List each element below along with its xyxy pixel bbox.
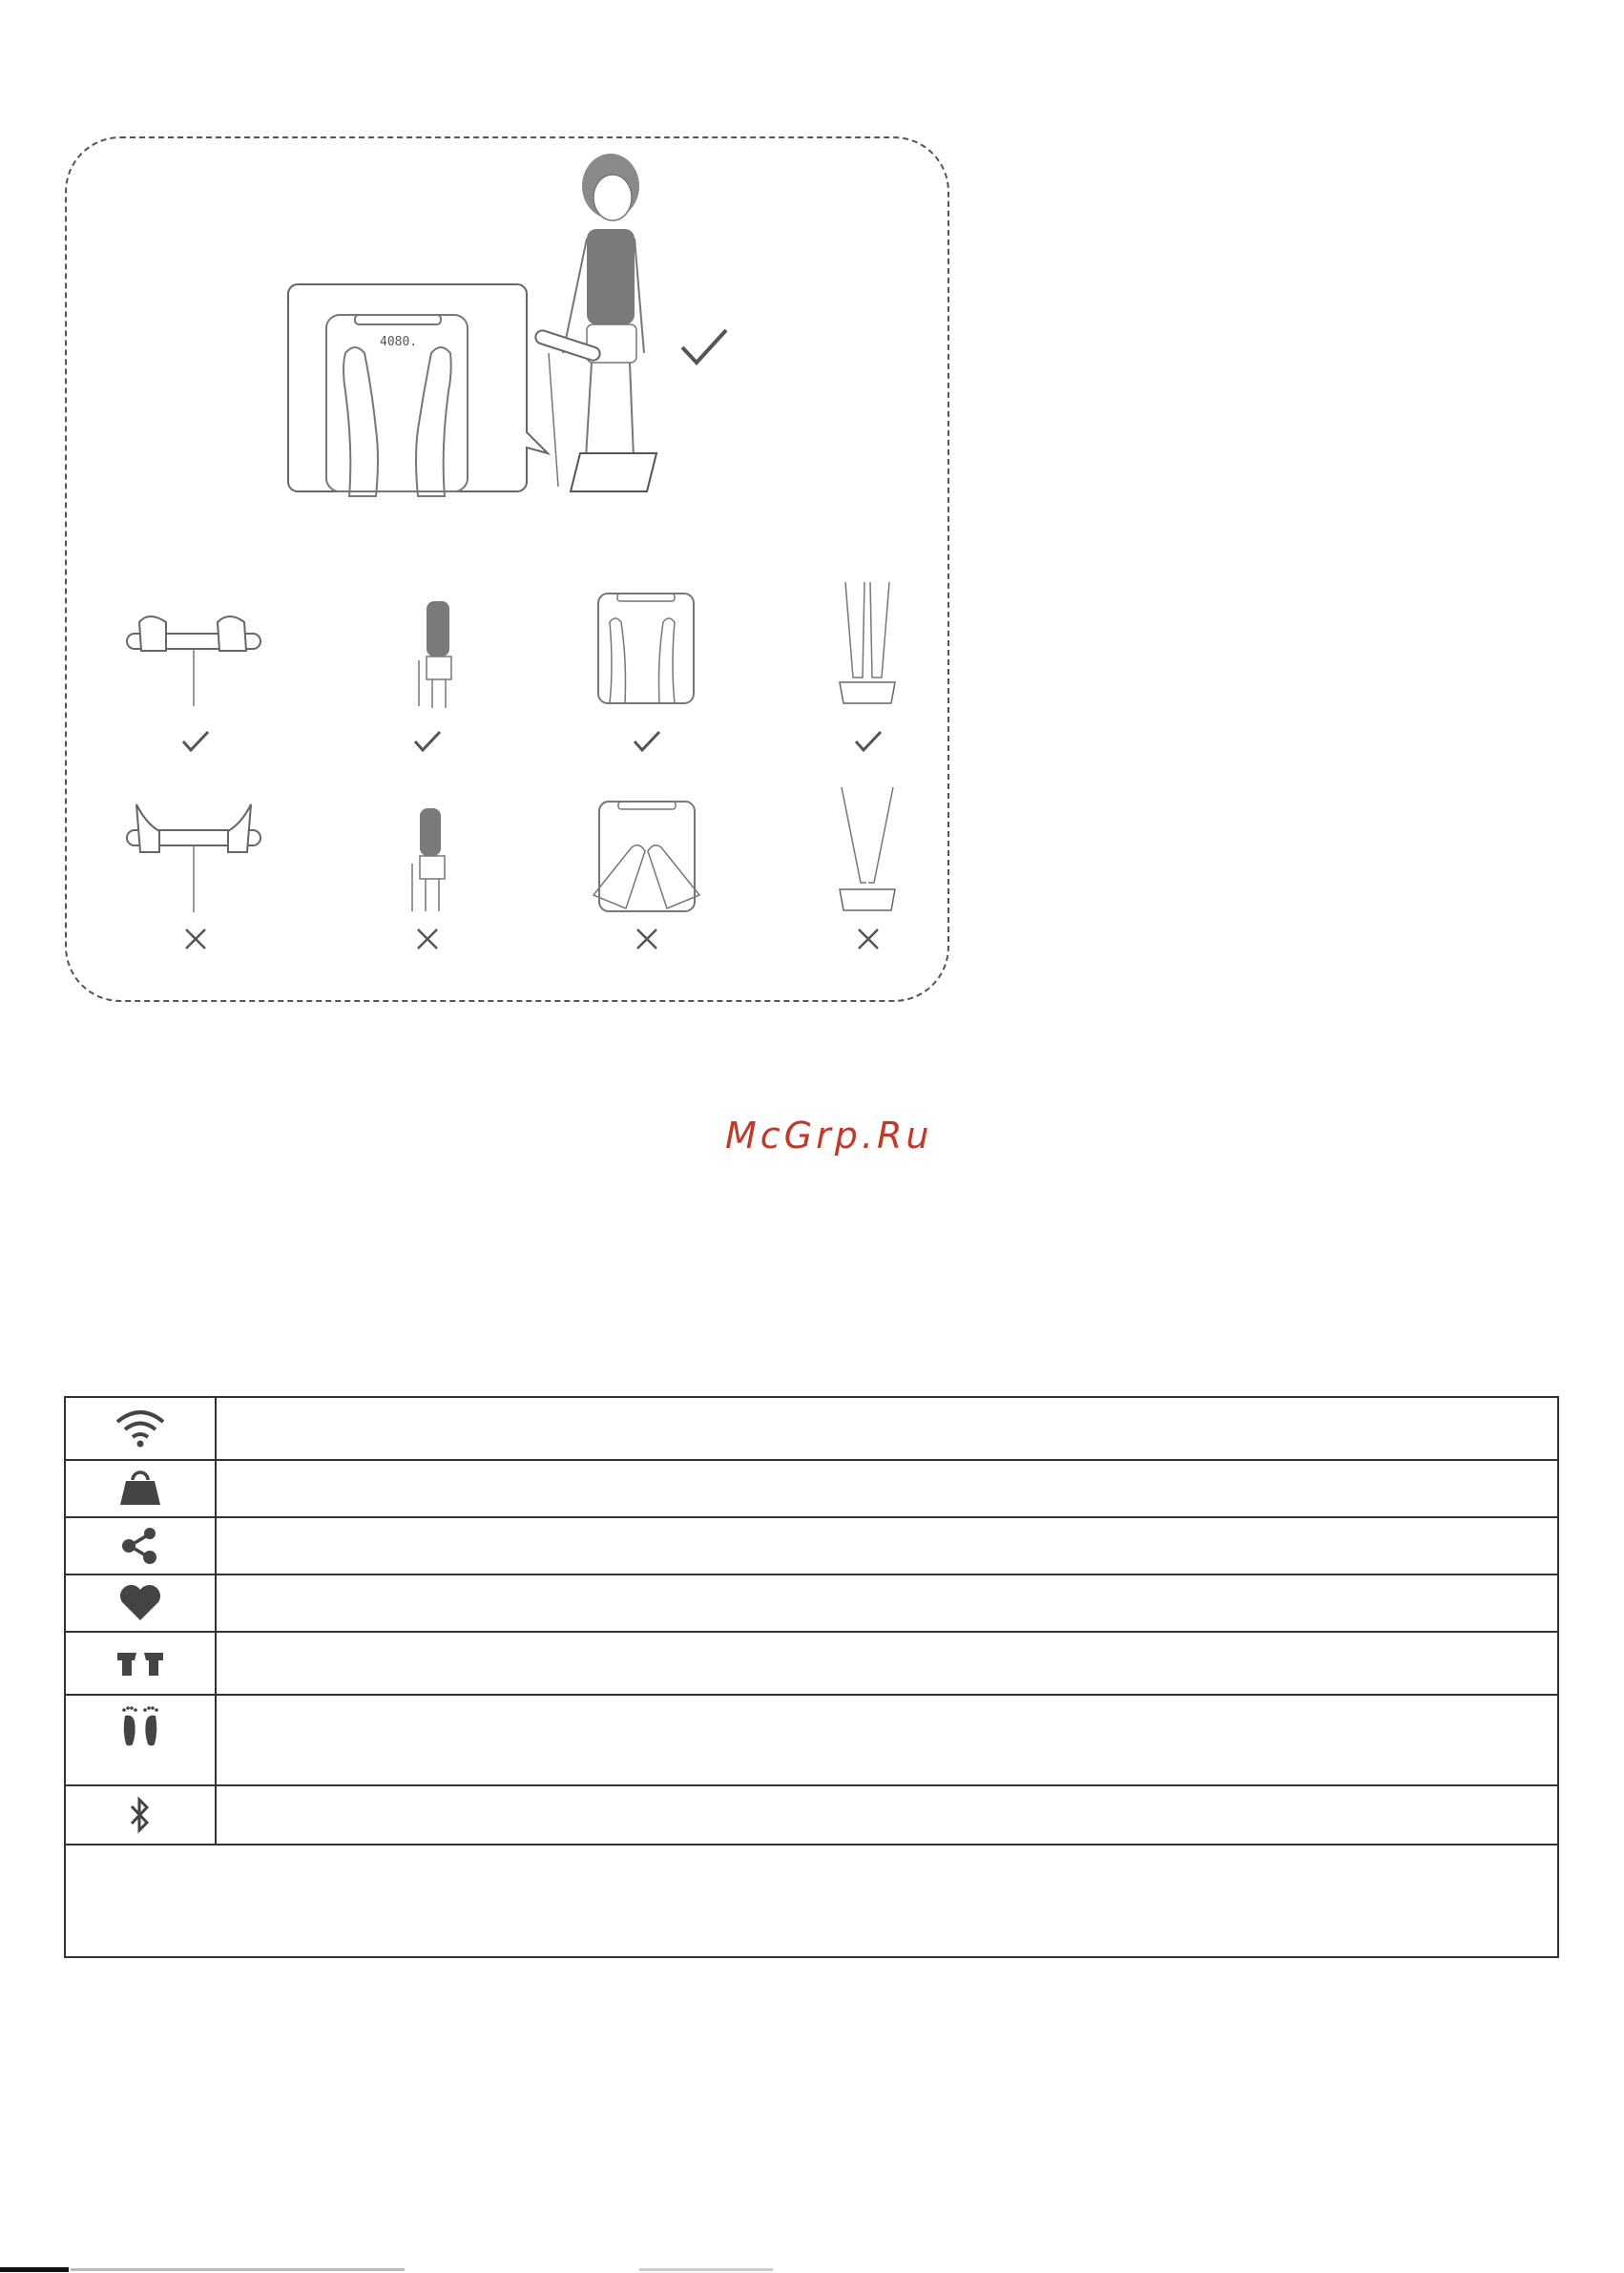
cross-icon xyxy=(416,928,439,950)
correct-side-posture-illustration xyxy=(406,594,463,708)
row-description xyxy=(219,1575,1557,1631)
incorrect-stance-illustration xyxy=(836,782,899,914)
woman-standing-on-scale xyxy=(534,148,677,511)
row-description xyxy=(219,1696,1557,1784)
table-row xyxy=(66,1398,1557,1461)
check-icon xyxy=(181,730,210,753)
clothing-icon xyxy=(115,1649,165,1678)
correct-grip-illustration xyxy=(122,594,265,708)
row-description xyxy=(219,1398,1557,1459)
bluetooth-icon xyxy=(129,1796,152,1834)
incorrect-feet-illustration xyxy=(592,800,701,914)
cross-icon xyxy=(857,928,880,950)
correct-stance-illustration xyxy=(836,577,899,706)
icon-cell xyxy=(66,1398,217,1459)
icon-cell xyxy=(66,1786,217,1844)
feet-on-scale-callout xyxy=(286,277,573,506)
wifi-icon xyxy=(115,1409,166,1448)
check-icon xyxy=(633,730,661,753)
correct-feet-illustration xyxy=(596,592,697,706)
watermark: McGrp.Ru xyxy=(725,1115,933,1157)
cross-icon xyxy=(635,928,658,950)
footprints-icon xyxy=(118,1705,162,1747)
weight-icon xyxy=(118,1470,162,1507)
table-row xyxy=(66,1633,1557,1696)
share-icon xyxy=(120,1526,160,1566)
icon-cell xyxy=(66,1696,217,1784)
icon-cell xyxy=(66,1518,217,1574)
table-row xyxy=(66,1518,1557,1575)
row-description xyxy=(219,1518,1557,1574)
table-footer-note xyxy=(66,1846,1557,1956)
table-row xyxy=(66,1786,1557,1846)
icon-cell xyxy=(66,1633,217,1694)
row-description xyxy=(219,1786,1557,1844)
row-description xyxy=(219,1461,1557,1516)
heart-icon xyxy=(118,1584,162,1622)
scale-reading: 4080. xyxy=(380,335,418,349)
page-bottom-edge-marks xyxy=(0,2266,782,2273)
table-row xyxy=(66,1461,1557,1518)
icon-legend-table xyxy=(64,1396,1559,1958)
row-description xyxy=(219,1633,1557,1694)
incorrect-side-posture-illustration xyxy=(403,806,460,913)
icon-cell xyxy=(66,1575,217,1631)
check-icon xyxy=(854,730,883,753)
check-icon xyxy=(413,730,442,753)
incorrect-grip-illustration xyxy=(122,800,265,914)
icon-cell xyxy=(66,1461,217,1516)
table-row xyxy=(66,1696,1557,1786)
cross-icon xyxy=(184,928,207,950)
main-check-icon xyxy=(679,326,729,368)
table-row xyxy=(66,1575,1557,1633)
